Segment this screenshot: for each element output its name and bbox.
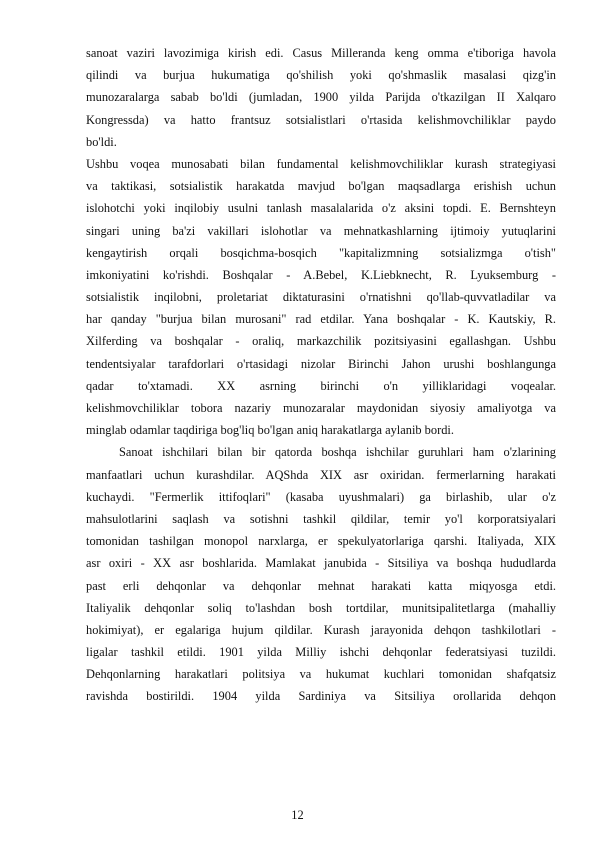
- text-line: bo'ldi.: [86, 134, 117, 149]
- page-number: 12: [291, 808, 304, 822]
- text-line: singari uning ba'zi vakillari islohotlar va mehnatkashlarning ijtimoiy yutuqlarini: [86, 223, 556, 238]
- text-line: munozaralarga sabab bo'ldi (jumladan, 1900 yilda Parijda o'tkazilgan II Xalqaro: [86, 90, 556, 105]
- text-line: Dehqonlarning harakatlari politsiya va hukumat kuchlari tomonidan shafqatsiz: [86, 667, 556, 682]
- text-line: hokimiyat), er egalariga hujum qildilar. Kurash jarayonida dehqon tashkilotlari -: [86, 622, 556, 637]
- body-text: [86, 42, 556, 708]
- text-line: har qanday "burjua bilan murosani" rad etdilar. Yana boshqalar - K. Kautskiy, R.: [86, 312, 556, 327]
- text-line: kuchaydi. "Fermerlik ittifoqlari" (kasaba uyushmalari) ga birlashib, ular o'z: [86, 489, 556, 504]
- text-line: asr oxiri - XX asr boshlarida. Mamlakat janubida - Sitsiliya va boshqa hududlarda: [86, 556, 556, 571]
- text-line: sanoat vaziri lavozimiga kirish edi. Casus Milleranda keng omma e'tiboriga havola: [86, 46, 556, 60]
- text-line: manfaatlari uchun kurashdilar. AQShda XIX asr oxiridan. fermerlarning harakati: [86, 467, 556, 482]
- text-line: minglab odamlar taqdiriga bog'liq bo'lgan aniq harakatlarga aylanib bordi.: [86, 423, 454, 438]
- text-line: va taktikasi, sotsialistik harakatda mavjud bo'lgan maqsadlarga erishish uchun: [86, 179, 556, 194]
- text-line: sotsialistik inqilobni, proletariat diktaturasini o'rnatishni qo'llab-quvvatladilar va: [86, 290, 556, 305]
- text-line: tomonidan tashilgan monopol narxlarga, er spekulyatorlariga qarshi. Italiyada, XIX: [86, 534, 556, 549]
- text-line: tendentsiyalar tarafdorlari o'rtasidagi nizolar Birinchi Jahon urushi boshlangunga: [86, 356, 556, 371]
- text-line: qilindi va burjua hukumatiga qo'shilish yoki qo'shmaslik masalasi qizg'in: [86, 68, 556, 83]
- text-line: Xilferding va boshqalar - oraliq, markazchilik pozitsiyasini egallashgan. Ushbu: [86, 334, 556, 349]
- text-line: past erli dehqonlar va dehqonlar mehnat harakati katta miqyosga etdi.: [86, 578, 556, 593]
- text-line: ravishda bostirildi. 1904 yilda Sardiniya va Sitsiliya orollarida dehqon: [86, 689, 556, 704]
- text-line: mahsulotlarini saqlash va sotishni tashkil qildilar, temir yo'l korporatsiyalari: [86, 511, 556, 526]
- text-line: Sanoat ishchilari bilan bir qatorda boshqa ishchilar guruhlari ham o'zlarining: [119, 445, 556, 460]
- text-line: Ushbu voqea munosabati bilan fundamental kelishmovchiliklar kurash strategiyasi: [86, 156, 556, 171]
- text-line: ligalar tashkil etildi. 1901 yilda Milliy ishchi dehqonlar federatsiyasi tuzildi.: [86, 645, 556, 660]
- text-line: kelishmovchiliklar tobora nazariy munozaralar maydonidan siyosiy amaliyotga va: [86, 401, 556, 415]
- text-line: Italiyalik dehqonlar soliq to'lashdan bosh tortdilar, munitsipalitetlarga (mahalliy: [86, 600, 556, 615]
- text-line: islohotchi yoki inqilobiy usulni tanlash masalalarida o'z aksini topdi. E. Bernshteyn: [86, 201, 556, 216]
- text-line: imkoniyatini ko'rishdi. Boshqalar - A.Bebel, K.Liebknecht, R. Lyuksemburg -: [86, 267, 556, 282]
- text-line: qadar to'xtamadi. XX asrning birinchi o'n yilliklaridagi voqealar.: [86, 378, 556, 393]
- text-line: Kongressda) va hatto frantsuz sotsialistlari o'rtasida kelishmovchiliklar paydo: [86, 112, 556, 127]
- text-line: kengaytirish orqali bosqichma-bosqich "kapitalizmning sotsializmga o'tish": [86, 245, 556, 260]
